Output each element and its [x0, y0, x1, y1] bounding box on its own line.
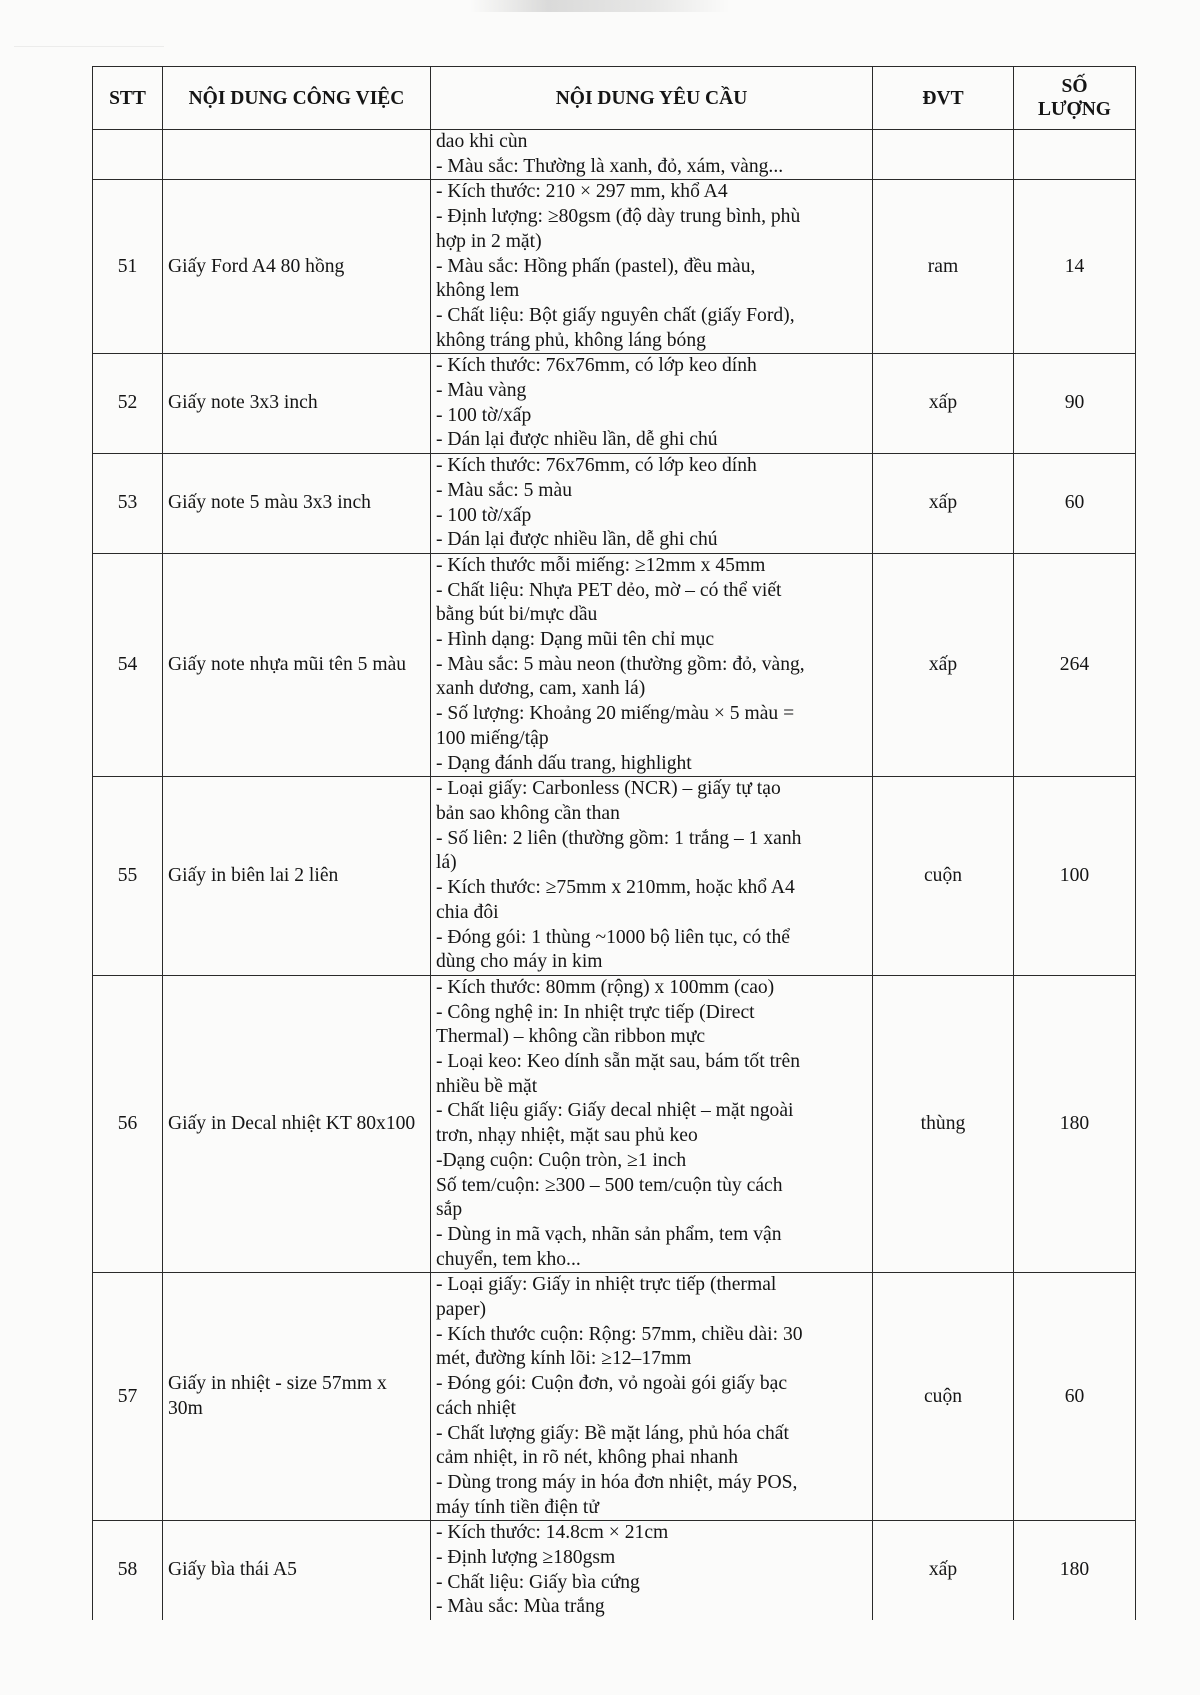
table-row — [93, 553, 1136, 776]
requirement-cell — [431, 180, 873, 354]
quantity-cell: 60 — [1014, 1273, 1136, 1521]
requirement-line: - Chất liệu: Nhựa PET dẻo, mờ – có thể viết — [436, 579, 782, 601]
requirement-line: - Kích thước: ≥75mm x 210mm, hoặc khổ A4 — [436, 877, 795, 899]
header-requirement: NỘI DUNG YÊU CẦU — [431, 67, 873, 130]
continuation-stt-cell — [93, 130, 163, 180]
requirement-line: cảm nhiệt, in rõ nét, không phai nhanh — [436, 1447, 739, 1469]
unit-cell: xấp — [873, 553, 1014, 776]
header-unit: ĐVT — [873, 67, 1014, 130]
requirement-line: - Công nghệ in: In nhiệt trực tiếp (Direct — [436, 1001, 755, 1023]
requirement-line: dao khi cùn — [436, 131, 528, 152]
table-header-row — [93, 67, 1136, 130]
requirement-line: - Định lượng: ≥80gsm (độ dày trung bình, phù — [436, 206, 801, 228]
item-name-cell: Giấy in Decal nhiệt KT 80x100 — [163, 975, 431, 1272]
requirement-cell — [431, 975, 873, 1272]
requirement-line: - Số liên: 2 liên (thường gồm: 1 trắng – 1 xanh — [436, 827, 802, 849]
requirement-line: - Màu sắc: Mùa trắng — [436, 1596, 605, 1618]
requirement-line: chuyển, tem kho... — [436, 1248, 581, 1270]
scan-artifact-line — [14, 46, 164, 47]
row-number-cell: 53 — [93, 454, 163, 554]
requirement-line: - Loại giấy: Carbonless (NCR) – giấy tự tạo — [436, 778, 781, 800]
requirement-line: - Kích thước: 76x76mm, có lớp keo dính — [436, 455, 757, 477]
item-name-cell: Giấy note 5 màu 3x3 inch — [163, 454, 431, 554]
requirement-line: - Chất liệu: Bột giấy nguyên chất (giấy Ford), — [436, 304, 795, 326]
item-name-cell: Giấy note 3x3 inch — [163, 354, 431, 454]
table-row — [93, 180, 1136, 354]
quantity-cell: 90 — [1014, 354, 1136, 454]
requirement-line: bằng bút bi/mực dầu — [436, 604, 598, 626]
requirement-line: - Định lượng ≥180gsm — [436, 1547, 616, 1569]
quantity-cell: 180 — [1014, 975, 1136, 1272]
continuation-item-cell — [163, 130, 431, 180]
requirement-line: - Kích thước: 76x76mm, có lớp keo dính — [436, 355, 757, 377]
unit-cell: cuộn — [873, 1273, 1014, 1521]
requirement-line: - Màu sắc: Thường là xanh, đỏ, xám, vàng... — [436, 155, 784, 177]
requirement-line: nhiều bề mặt — [436, 1075, 538, 1097]
row-number-cell: 58 — [93, 1521, 163, 1620]
requirement-line: bản sao không cần than — [436, 802, 620, 824]
requirement-line: không lem — [436, 280, 520, 302]
continuation-unit-cell — [873, 130, 1014, 180]
requirement-line: - Dạng đánh dấu trang, highlight — [436, 752, 692, 774]
table-row — [93, 1273, 1136, 1521]
requirement-line: - Đóng gói: Cuộn đơn, vỏ ngoài gói giấy bạc — [436, 1373, 788, 1395]
unit-cell: ram — [873, 180, 1014, 354]
requirement-line: - 100 tờ/xấp — [436, 404, 532, 426]
item-name-cell: Giấy in biên lai 2 liên — [163, 777, 431, 976]
requirement-line: chia đôi — [436, 901, 499, 923]
requirement-line: máy tính tiền điện tử — [436, 1496, 599, 1518]
table-row — [93, 354, 1136, 454]
requirement-line: - Kích thước: 14.8cm × 21cm — [436, 1522, 669, 1544]
requirement-line: - Chất lượng giấy: Bề mặt láng, phủ hóa chất — [436, 1422, 789, 1444]
requirement-line: - Dùng trong máy in hóa đơn nhiệt, máy POS, — [436, 1471, 798, 1493]
item-name-cell: Giấy Ford A4 80 hồng — [163, 180, 431, 354]
row-number-cell: 52 — [93, 354, 163, 454]
requirement-line: - Số lượng: Khoảng 20 miếng/màu × 5 màu = — [436, 703, 795, 725]
requirement-line: - Kích thước cuộn: Rộng: 57mm, chiều dài: 30 — [436, 1323, 803, 1345]
quantity-cell: 14 — [1014, 180, 1136, 354]
continuation-requirement-cell — [431, 130, 873, 180]
requirement-line: - Chất liệu: Giấy bìa cứng — [436, 1571, 640, 1593]
requirement-line: - Màu sắc: 5 màu — [436, 479, 573, 501]
requirement-cell — [431, 454, 873, 554]
table-row — [93, 777, 1136, 976]
requirement-line: hợp in 2 mặt) — [436, 230, 542, 252]
requirement-line: Thermal) – không cần ribbon mực — [436, 1026, 706, 1048]
requirement-line: 100 miếng/tập — [436, 727, 549, 749]
requirement-line: trơn, nhạy nhiệt, mặt sau phủ keo — [436, 1125, 698, 1147]
requirement-line: dùng cho máy in kim — [436, 951, 603, 973]
header-stt: STT — [93, 67, 163, 130]
table-row — [93, 454, 1136, 554]
table-row — [93, 975, 1136, 1272]
header-content: NỘI DUNG CÔNG VIỆC — [163, 67, 431, 130]
table-row — [93, 1521, 1136, 1620]
requirement-cell — [431, 354, 873, 454]
requirement-line: - Chất liệu giấy: Giấy decal nhiệt – mặt ngoài — [436, 1100, 794, 1122]
table-body — [93, 130, 1136, 1621]
continuation-row — [93, 130, 1136, 180]
item-name-cell: Giấy note nhựa mũi tên 5 màu — [163, 553, 431, 776]
row-number-cell: 54 — [93, 553, 163, 776]
requirement-line: - Dán lại được nhiều lần, dễ ghi chú — [436, 529, 718, 551]
unit-cell: xấp — [873, 354, 1014, 454]
requirement-line: - Màu sắc: 5 màu neon (thường gồm: đỏ, vàng, — [436, 653, 805, 675]
unit-cell: cuộn — [873, 777, 1014, 976]
quantity-cell: 180 — [1014, 1521, 1136, 1620]
scan-artifact-top — [470, 0, 730, 12]
quantity-cell: 60 — [1014, 454, 1136, 554]
row-number-cell: 51 — [93, 180, 163, 354]
quantity-cell: 264 — [1014, 553, 1136, 776]
row-number-cell: 55 — [93, 777, 163, 976]
requirement-line: - Đóng gói: 1 thùng ~1000 bộ liên tục, có thể — [436, 926, 790, 948]
requirement-line: lá) — [436, 852, 457, 874]
requirement-line: - Kích thước: 210 × 297 mm, khổ A4 — [436, 181, 728, 203]
item-name-cell: Giấy in nhiệt - size 57mm x 30m — [163, 1273, 431, 1521]
quantity-cell: 100 — [1014, 777, 1136, 976]
requirement-line: mét, đường kính lõi: ≥12–17mm — [436, 1348, 692, 1370]
requirement-cell — [431, 553, 873, 776]
continuation-qty-cell — [1014, 130, 1136, 180]
requirement-line: - Kích thước: 80mm (rộng) x 100mm (cao) — [436, 976, 775, 998]
row-number-cell: 57 — [93, 1273, 163, 1521]
requirement-line: sắp — [436, 1199, 463, 1221]
requirement-line: - 100 tờ/xấp — [436, 504, 532, 526]
unit-cell: xấp — [873, 1521, 1014, 1620]
unit-cell: xấp — [873, 454, 1014, 554]
requirement-line: - Dán lại được nhiều lần, dễ ghi chú — [436, 429, 718, 451]
requirement-cell — [431, 1521, 873, 1620]
requirement-line: xanh dương, cam, xanh lá) — [436, 678, 646, 700]
requirement-line: - Kích thước mỗi miếng: ≥12mm x 45mm — [436, 554, 766, 576]
requirement-line: - Màu sắc: Hồng phấn (pastel), đều màu, — [436, 255, 756, 277]
requirement-line: - Loại keo: Keo dính sẵn mặt sau, bám tốt trên — [436, 1051, 801, 1073]
requirement-line: không tráng phủ, không láng bóng — [436, 329, 706, 351]
requirements-table — [92, 66, 1136, 1620]
requirement-line: - Màu vàng — [436, 380, 527, 402]
requirement-line: cách nhiệt — [436, 1397, 516, 1419]
requirement-line: -Dạng cuộn: Cuộn tròn, ≥1 inch — [436, 1149, 687, 1171]
unit-cell: thùng — [873, 975, 1014, 1272]
header-quantity — [1014, 67, 1136, 130]
requirement-cell — [431, 777, 873, 976]
requirement-cell — [431, 1273, 873, 1521]
requirement-line: paper) — [436, 1299, 487, 1321]
requirement-line: - Hình dạng: Dạng mũi tên chỉ mục — [436, 629, 715, 651]
header-quantity-line1: SỐ — [1061, 76, 1088, 97]
requirement-line: - Loại giấy: Giấy in nhiệt trực tiếp (thermal — [436, 1274, 777, 1296]
item-name-cell: Giấy bìa thái A5 — [163, 1521, 431, 1620]
row-number-cell: 56 — [93, 975, 163, 1272]
requirement-line: Số tem/cuộn: ≥300 – 500 tem/cuộn tùy cách — [436, 1174, 783, 1196]
requirement-line: - Dùng in mã vạch, nhãn sản phẩm, tem vận — [436, 1223, 782, 1245]
header-quantity-line2: LƯỢNG — [1038, 99, 1111, 120]
